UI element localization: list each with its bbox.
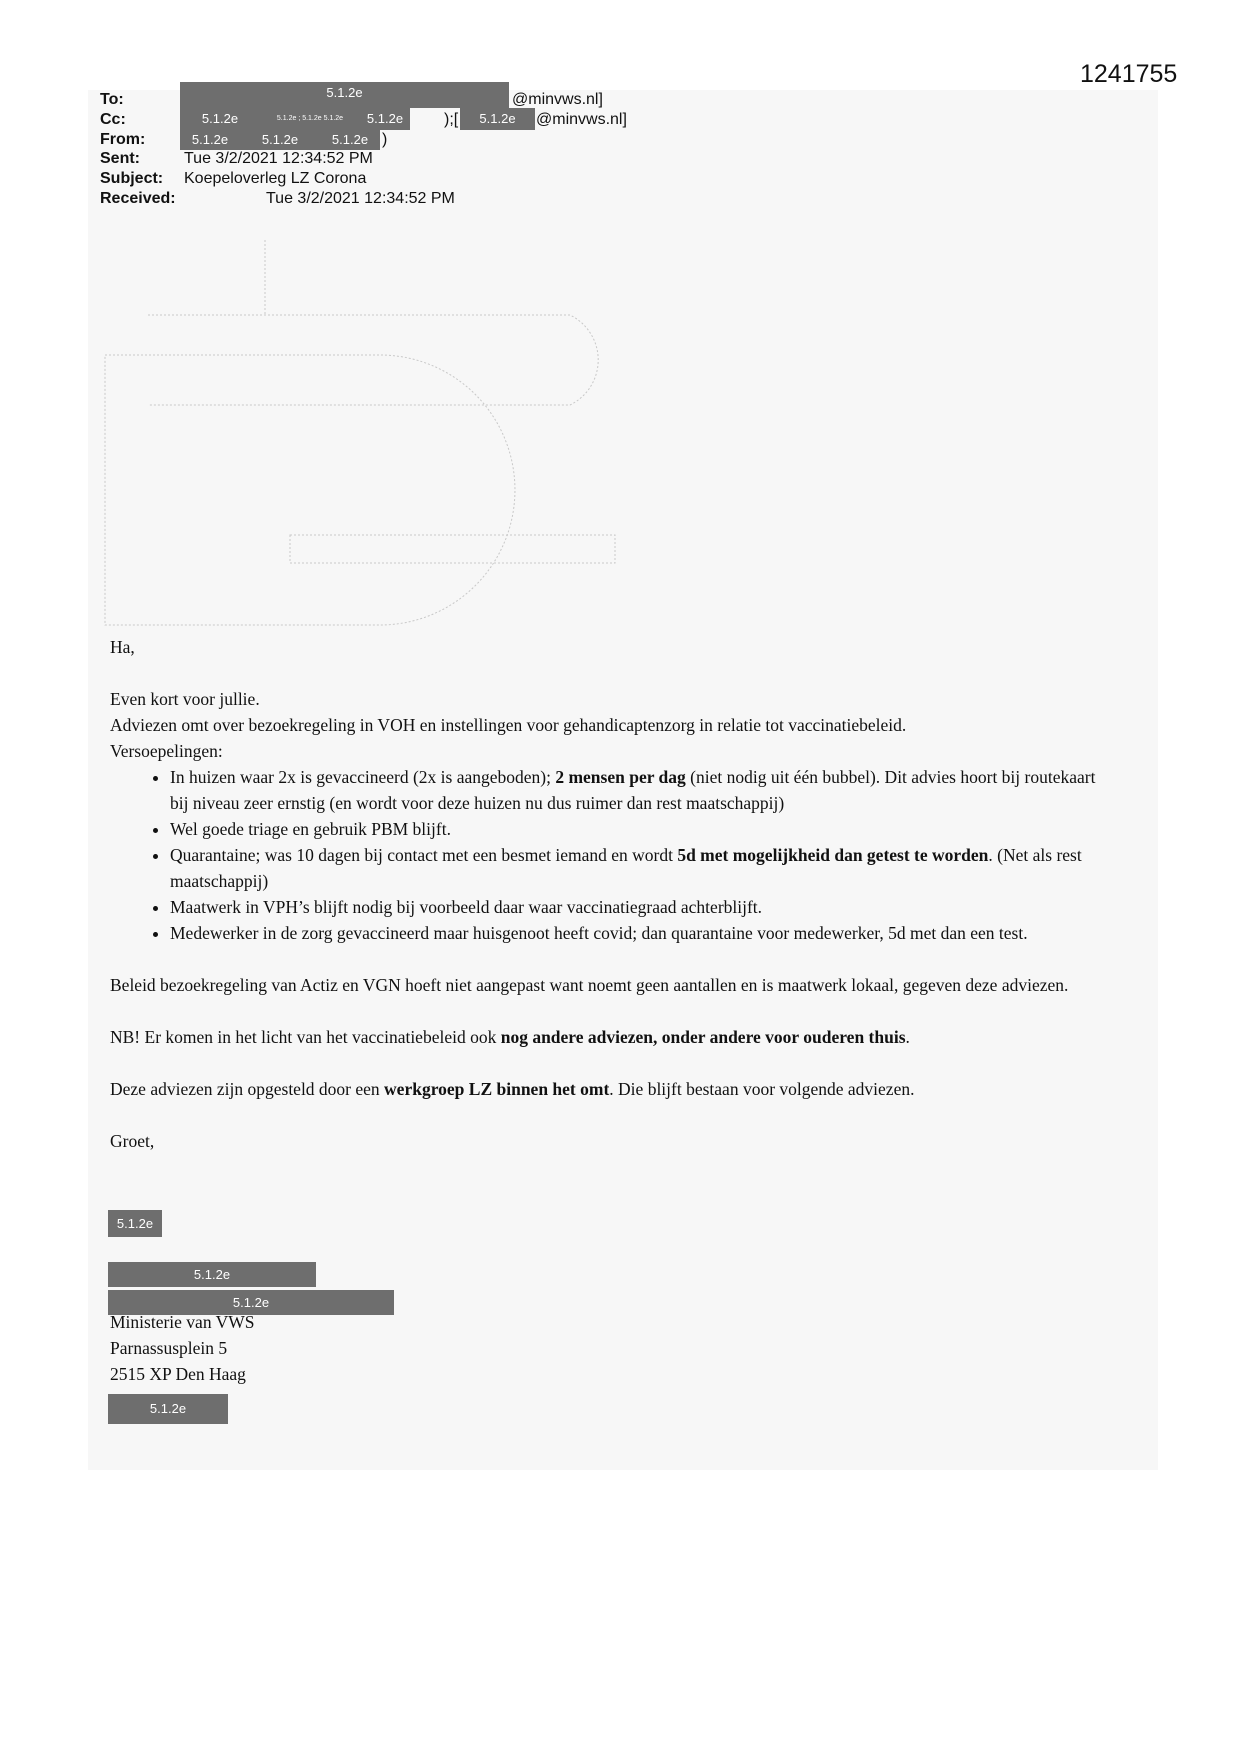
redaction-block: 5.1.2e [240,130,320,150]
received-value: Tue 3/2/2021 12:34:52 PM [266,190,455,207]
list-item [170,764,1110,816]
paragraph-text: . [905,1027,910,1047]
received-label: Received: [100,190,176,207]
redaction-block: 5.1.2e [460,108,535,130]
advice-list [110,764,1110,946]
list-item-emphasis: 2 mensen per dag [555,767,686,787]
redaction-block: 5.1.2e ; 5.1.2e 5.1.2e [260,108,360,130]
blank-line [110,946,1110,972]
subject-value: Koepeloverleg LZ Corona [184,170,367,187]
from-label: From: [100,131,146,148]
signature-city: 2515 XP Den Haag [110,1364,246,1384]
to-label: To: [100,91,124,108]
list-item-text: Maatwerk in VPH’s blijft nodig bij voorbeeld daar waar vaccinatiegraad achterblijft. [170,897,763,917]
list-item-text: Quarantaine; was 10 dagen bij contact met een besmet iemand en wordt [170,845,678,865]
list-item [170,816,1110,842]
blank-line [110,1102,1110,1128]
paragraph-text: NB! Er komen in het licht van het vaccinatiebeleid ook [110,1027,501,1047]
closing: Groet, [110,1131,155,1151]
cc-label: Cc: [100,111,126,128]
cc-separator: );[ [444,111,459,128]
list-item [170,894,1110,920]
image-placeholder-outline [100,240,660,640]
sent-value: Tue 3/2/2021 12:34:52 PM [184,150,373,167]
signature-org: Ministerie van VWS [110,1312,255,1332]
subject-label: Subject: [100,170,164,187]
sent-label: Sent: [100,150,140,167]
greeting: Ha, [110,637,135,657]
from-suffix: ) [382,131,388,148]
list-item-emphasis: 5d met mogelijkheid dan getest te worden [677,845,989,865]
blank-line [110,998,1110,1024]
signature-redaction: 5.1.2e [108,1290,394,1315]
redaction-block: 5.1.2e [180,130,240,150]
paragraph-beleid: Beleid bezoekregeling van Actiz en VGN hoeft niet aangepast want noemt geen aantallen en is maatwerk lokaal, gegeven deze adviezen. [110,975,1069,995]
blank-line [110,660,1110,686]
list-item [170,842,1110,894]
document-id: 1241755 [1080,60,1178,88]
redaction-block: 5.1.2e [180,108,260,130]
redaction-block: 5.1.2e [360,108,410,130]
paragraph-text: . Die blijft bestaan voor volgende adviezen. [609,1079,915,1099]
paragraph-emphasis: werkgroep LZ binnen het omt [384,1079,610,1099]
list-item-text: Medewerker in de zorg gevaccineerd maar huisgenoot heeft covid; dan quarantaine voor medewerker, 5d met dan een test. [170,923,1028,943]
redaction-block: 5.1.2e [320,130,380,150]
list-item-text: . (Net als rest maatschappij) [170,845,1082,891]
to-suffix: @minvws.nl] [512,91,603,108]
redaction-block: 5.1.2e [180,82,509,108]
paragraph-text: Deze adviezen zijn opgesteld door een [110,1079,385,1099]
blank-line [110,1050,1110,1076]
paragraph-nb [110,1024,1110,1050]
signature-redaction: 5.1.2e [108,1394,228,1424]
signature-redaction: 5.1.2e [108,1262,316,1287]
paragraph-emphasis: nog andere adviezen, onder andere voor ouderen thuis [500,1027,906,1047]
signature-redaction: 5.1.2e [108,1210,162,1237]
email-body [110,634,1110,1154]
intro-line: Versoepelingen: [110,741,223,761]
cc-suffix: @minvws.nl] [536,111,627,128]
list-item-text: Wel goede triage en gebruik PBM blijft. [170,819,451,839]
intro-line: Even kort voor jullie. [110,689,260,709]
paragraph-werkgroep [110,1076,1110,1102]
list-item-text: (niet nodig uit één bubbel). Dit advies hoort bij routekaart bij niveau zeer ernstig (en wordt voor deze huizen nu dus ruimer dan rest maatschappij) [170,767,1096,813]
list-item [170,920,1110,946]
list-item-text: In huizen waar 2x is gevaccineerd (2x is aangeboden); [170,767,556,787]
intro-line: Adviezen omt over bezoekregeling in VOH en instellingen voor gehandicaptenzorg in relatie tot vaccinatiebeleid. [110,715,907,735]
signature-street: Parnassusplein 5 [110,1338,228,1358]
